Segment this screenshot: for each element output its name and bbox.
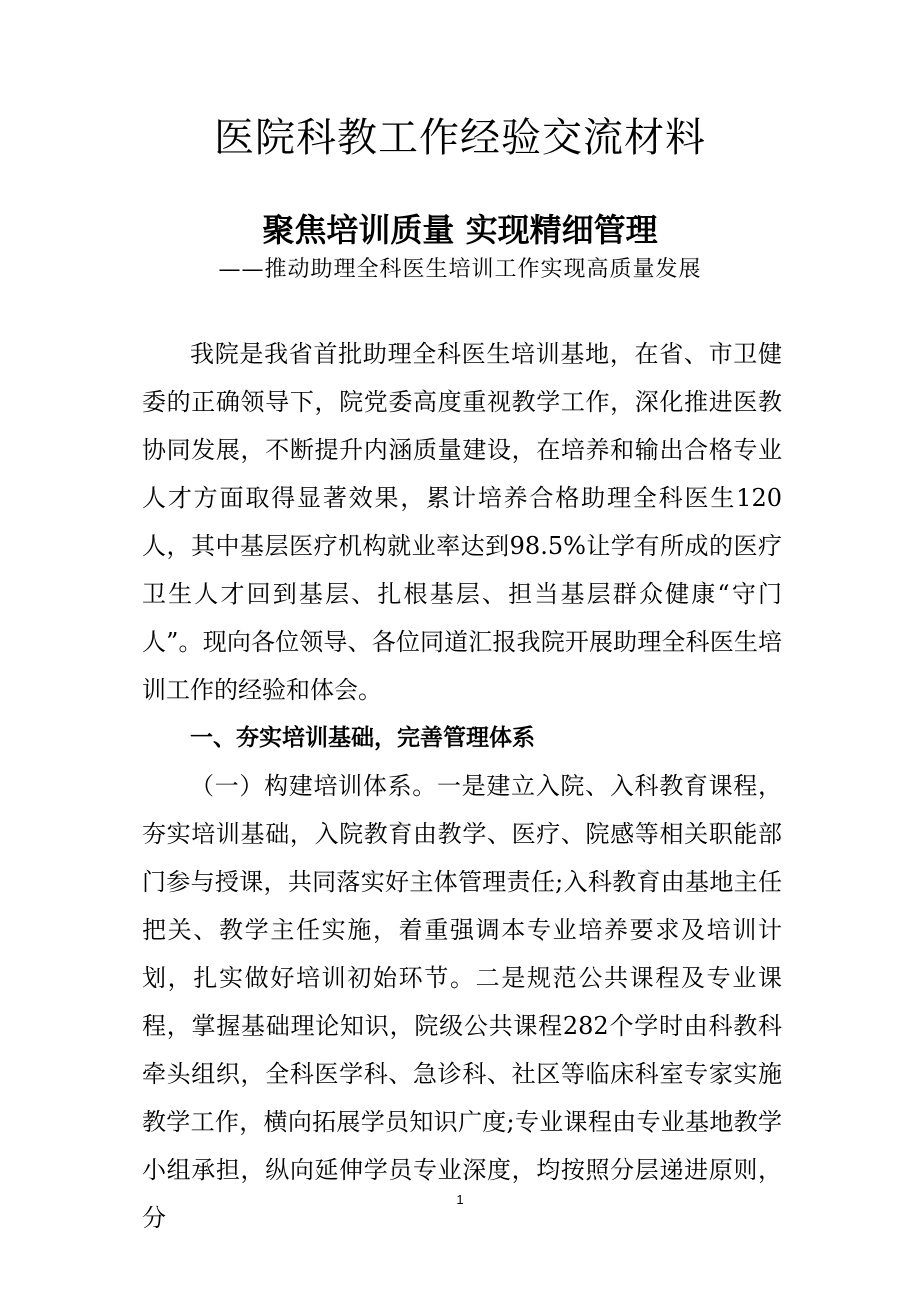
paragraph-intro: 我院是我省首批助理全科医生培训基地，在省、市卫健委的正确领导下，院党委高度重视教学工作，深化推进医教协同发展，不断提升内涵质量建设，在培养和输出合格专业人才方面取得显著效果，累计培养合格助理全科医生120人，其中基层医疗机构就业率达到98.5%让学有所成的医疗卫生人才回到基层、扎根基层、担当基层群众健康“守门人”。现向各位领导、各位同道汇报我院开展助理全科医生培训工作的经验和体会。 xyxy=(142,340,782,704)
document-subtitle: 聚焦培训质量 实现精细管理 xyxy=(262,211,658,249)
document-subsubtitle: ——推动助理全科医生培训工作实现高质量发展 xyxy=(218,257,702,282)
document-title: 医院科教工作经验交流材料 xyxy=(214,115,706,161)
page-number: 1 xyxy=(456,1192,464,1207)
document-body xyxy=(142,330,782,1242)
section-heading-1: 一、夯实培训基础，完善管理体系 xyxy=(190,725,535,751)
paragraph-training-system: （一）构建培训体系。一是建立入院、入科教育课程，夯实培训基础，入院教育由教学、医疗、院感等相关职能部门参与授课，共同落实好主体管理责任;入科教育由基地主任把关、教学主任实施，着重强调本专业培养要求及培训计划，扎实做好培训初始环节。二是规范公共课程及专业课程，掌握基础理论知识，院级公共课程282个学时由科教科牵头组织，全科医学科、急诊科、社区等临床科室专家实施教学工作，横向拓展学员知识广度;专业课程由专业基地教学小组承担，纵向延伸学员专业深度，均按照分层递进原则，分 xyxy=(142,772,782,1232)
